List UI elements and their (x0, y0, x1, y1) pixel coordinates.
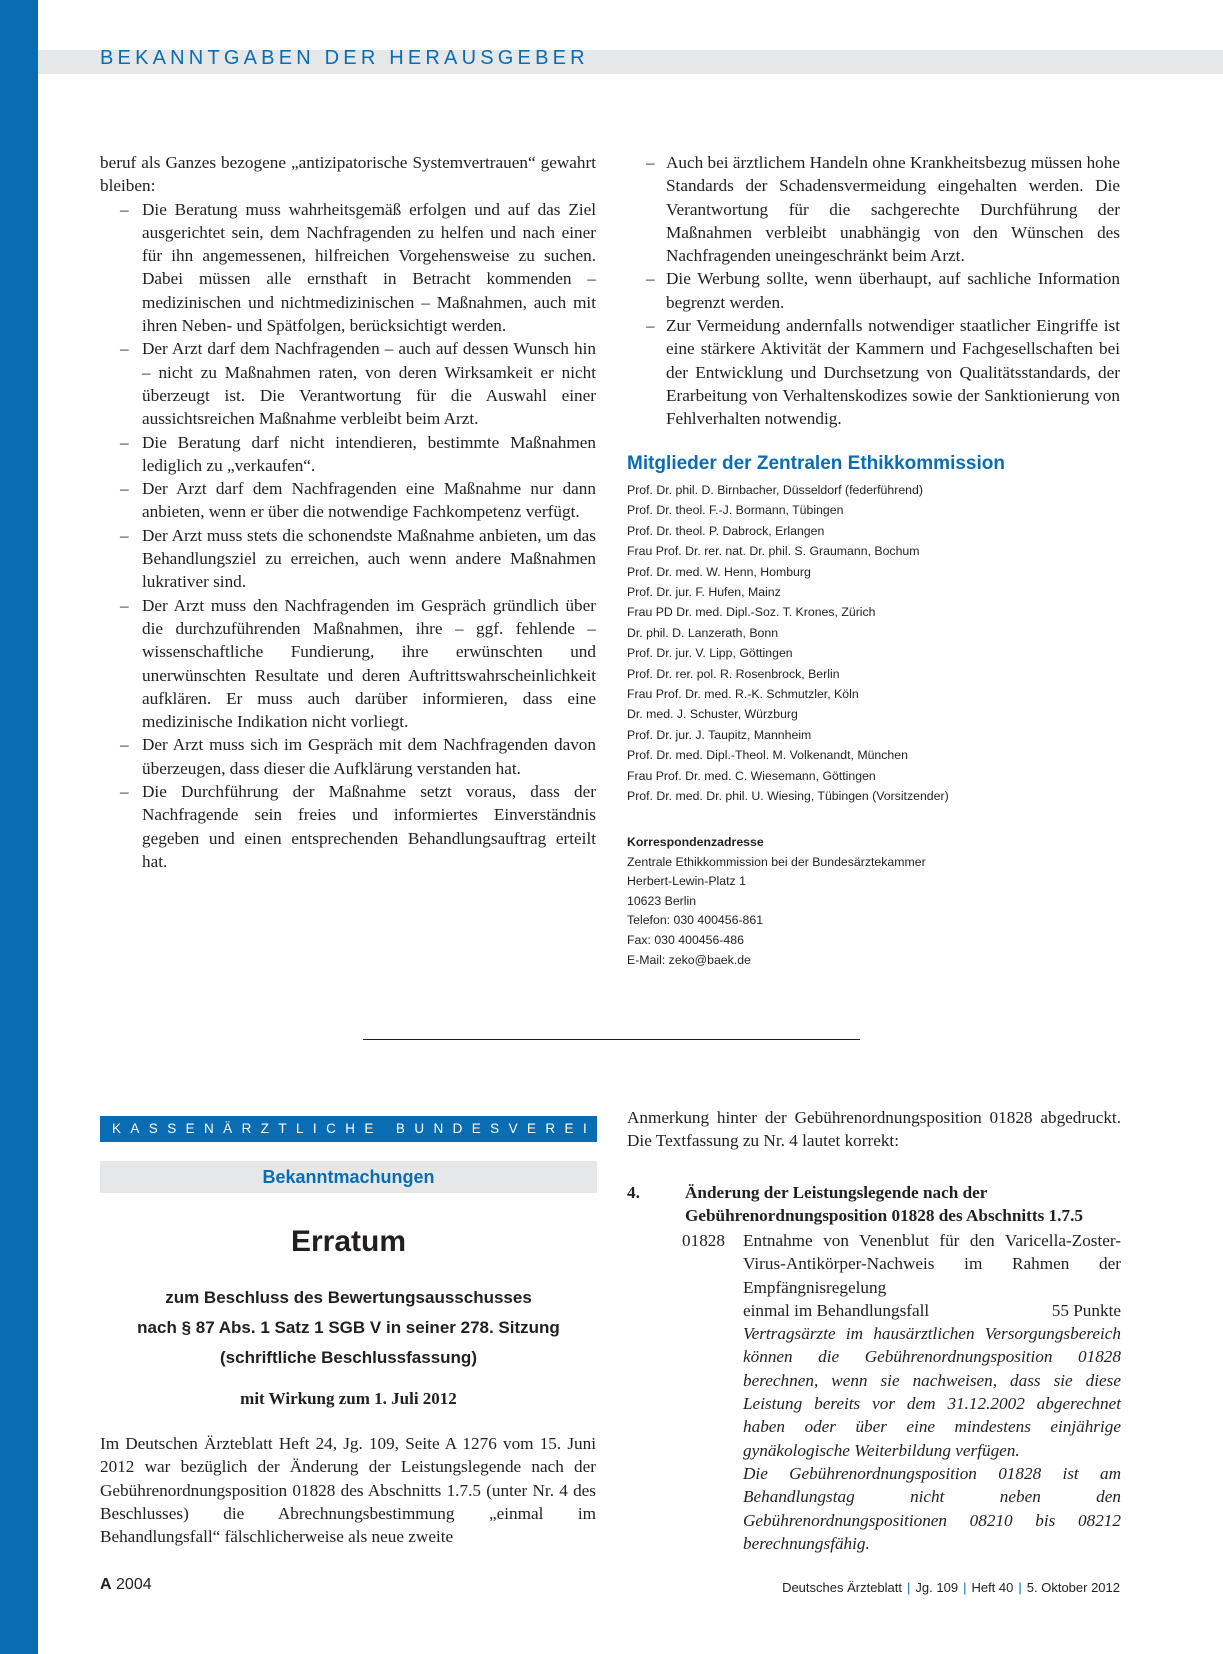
separator: | (963, 1580, 967, 1595)
contact-line: Telefon: 030 400456-861 (627, 913, 764, 928)
list-item: – Die Beratung darf nicht intendieren, bestimmte Maßnahmen lediglich zu „verkaufen“. (100, 431, 596, 478)
list-item: – Der Arzt darf dem Nachfragenden eine Maßnahme nur dann anbieten, wenn er über die notwendige Fachkompetenz verfügt. (100, 477, 596, 524)
contact-line: Herbert-Lewin-Platz 1 (627, 874, 746, 889)
contact-email: E-Mail: zeko@baek.de (627, 952, 751, 967)
separator: | (907, 1580, 911, 1595)
member-entry: Frau PD Dr. med. Dipl.-Soz. T. Krones, Zürich (627, 605, 876, 620)
effective-date: mit Wirkung zum 1. Juli 2012 (240, 1389, 457, 1408)
member-entry: Frau Prof. Dr. rer. nat. Dr. phil. S. Graumann, Bochum (627, 544, 920, 559)
member-entry: Prof. Dr. rer. pol. R. Rosenbrock, Berlin (627, 666, 840, 681)
separator: | (1018, 1580, 1022, 1595)
erratum-body (100, 1432, 596, 1548)
right-column-top (630, 151, 1120, 431)
list-item: – Die Werbung sollte, wenn überhaupt, auf sachliche Information begrenzt werden. (630, 267, 1120, 314)
member-entry: Prof. Dr. jur. J. Taupitz, Mannheim (627, 727, 812, 742)
list-item: – Der Arzt muss sich im Gespräch mit dem Nachfragenden davon überzeugen, dass dieser die Aufklärung verstanden hat. (100, 733, 596, 780)
left-column-top (100, 151, 596, 873)
kbv-section-bar: KASSENÄRZTLICHE BUNDESVEREINIGUNG (100, 1116, 597, 1142)
left-color-band (0, 0, 38, 1654)
list-item: – Die Beratung muss wahrheitsgemäß erfolgen und auf das Ziel ausgerichtet sein, dem Nachfragenden zu helfen und nach einer für ihn angemessenen, hilfreichen Vorgehensweise zu suchen. Dabei müssen alle ernsthaft in Betracht kommenden – medizinischen und nichtmedizinischen – Maßnahmen, auch mit ihren Neben- und Spätfolgen, berücksichtigt werden. (100, 198, 596, 338)
section-divider (363, 1039, 860, 1040)
change-item (627, 1181, 1121, 1228)
member-entry: Dr. phil. D. Lanzerath, Bonn (627, 625, 779, 640)
section-header: BEKANNTGABEN DER HERAUSGEBER (100, 47, 589, 69)
body-paragraph: Im Deutschen Ärzteblatt Heft 24, Jg. 109, Seite A 1276 vom 15. Juni 2012 war bezüglich der Änderung der Leistungslegende nach der Gebührenordnungsposition 01828 des Abschnitts 1.7.5 (unter Nr. 4 des Beschlusses) die Abrechnungsbestimmung „einmal im Behandlungsfall“ fälschlicherweise als neue zweite (100, 1434, 596, 1547)
member-entry: Dr. med. J. Schuster, Würzburg (627, 707, 798, 722)
list-item: – Zur Vermeidung andernfalls notwendiger staatlicher Eingriffe ist eine stärkere Aktivität der Kammern und Fachgesellschaften bei der Entwicklung und Durchsetzung von Qualitätsstandards, der Erarbeitung von Verhaltenskodizes sowie der Sanktionierung von Fehlverhalten notwendig. (630, 314, 1120, 430)
journal-volume: Jg. 109 (915, 1580, 959, 1595)
member-entry: Prof. Dr. theol. P. Dabrock, Erlangen (627, 523, 825, 538)
list-item: – Die Durchführung der Maßnahme setzt voraus, dass der Nachfragende sein freies und informiertes Einverständnis gegeben und einen entsprechenden Behandlungsauftrag erteilt hat. (100, 780, 596, 873)
body-paragraph: Anmerkung hinter der Gebührenordnungsposition 01828 abgedruckt. Die Textfassung zu Nr. 4 lautet korrekt: (627, 1108, 1121, 1151)
list-item: – Der Arzt muss stets die schonendste Maßnahme anbieten, um das Behandlungsziel zu erreichen, auch wenn andere Maßnahmen lukrativer sind. (100, 524, 596, 594)
list-item: – Der Arzt muss den Nachfragenden im Gespräch gründlich über die durchzuführenden Maßnahmen, ihre – ggf. fehlende – wissenschaftliche Fundierung, ihre erwünschten und unerwünschten Resultate und deren Auftrittswahrscheinlichkeit aufklären. Er muss auch darüber informieren, dass eine medizinische Indikation nicht vorliegt. (100, 594, 596, 734)
subtitle-line: zum Beschluss des Bewertungsausschusses (165, 1288, 532, 1307)
fee-points: 55 Punkte (1051, 1300, 1121, 1320)
member-entry: Prof. Dr. theol. F.-J. Bormann, Tübingen (627, 503, 844, 518)
change-number: 4. (627, 1183, 640, 1202)
page-number-value: 2004 (116, 1576, 152, 1593)
fee-position-code: 01828 (682, 1231, 725, 1250)
fee-position-description: Entnahme von Venenblut für den Varicella-Zoster-Virus-Antikörper-Nachweis im Rahmen der Empfängnisregelung (743, 1231, 1121, 1297)
subtitle-line: (schriftliche Beschlussfassung) (220, 1348, 477, 1367)
member-entry: Prof. Dr. med. Dipl.-Theol. M. Volkenandt, München (627, 748, 908, 763)
erratum-body-continued (627, 1106, 1121, 1153)
fee-position-block (627, 1229, 1121, 1555)
correspondence-address (627, 833, 926, 970)
page-number (100, 1576, 152, 1594)
member-entry: Frau Prof. Dr. med. C. Wiesemann, Göttingen (627, 768, 876, 783)
ethics-commission-heading: Mitglieder der Zentralen Ethikkommission (627, 453, 1005, 474)
list-item: – Der Arzt darf dem Nachfragenden – auch auf dessen Wunsch hin – nicht zu Maßnahmen raten, von deren Wirksamkeit er nicht überzeugt ist. Die Verantwortung für die Auswahl einer aussichtsreichen Maßnahme verbleibt beim Arzt. (100, 337, 596, 430)
contact-line: Fax: 030 400456-486 (627, 932, 744, 947)
members-list (627, 480, 949, 807)
list-item: – Auch bei ärztlichem Handeln ohne Krankheitsbezug müssen hohe Standards der Schadensvermeidung eingehalten werden. Die Verantwortung für die sachgerechte Durchführung der Maßnahmen verbleibt unabhängig von den Wünschen des Nachfragenden uneingeschränkt beim Arzt. (630, 151, 1120, 267)
journal-info (782, 1580, 1120, 1595)
journal-date: 5. Oktober 2012 (1026, 1580, 1120, 1595)
journal-name: Deutsches Ärzteblatt (782, 1580, 903, 1595)
member-entry: Prof. Dr. jur. F. Hufen, Mainz (627, 585, 781, 600)
member-entry: Prof. Dr. med. W. Henn, Homburg (627, 564, 811, 579)
contact-line: Zentrale Ethikkommission bei der Bundesärztekammer (627, 854, 926, 869)
subtitle-line: nach § 87 Abs. 1 Satz 1 SGB V in seiner 278. Sitzung (137, 1318, 560, 1337)
member-entry: Prof. Dr. jur. V. Lipp, Göttingen (627, 646, 793, 661)
member-entry: Prof. Dr. med. Dr. phil. U. Wiesing, Tübingen (Vorsitzender) (627, 789, 949, 804)
erratum-subtitle (100, 1283, 597, 1373)
announcements-bar: Bekanntmachungen (100, 1161, 597, 1193)
fee-frequency: einmal im Behandlungsfall (743, 1300, 930, 1320)
member-entry: Prof. Dr. phil. D. Birnbacher, Düsseldorf (federführend) (627, 483, 923, 497)
member-entry: Frau Prof. Dr. med. R.-K. Schmutzler, Köln (627, 687, 859, 702)
page-prefix: A (100, 1576, 112, 1593)
journal-issue: Heft 40 (971, 1580, 1014, 1595)
fee-note: Vertragsärzte im hausärztlichen Versorgungsbereich können die Gebührenordnungsposition 01828 berechnen, wenn sie nachweisen, dass sie diese Leistung bereits vor dem 31.12.2002 abgerechnet haben oder über eine mindestens einjährige gynäkologische Weiterbildung verfügen. (743, 1324, 1121, 1460)
erratum-title: Erratum (290, 1225, 407, 1258)
change-heading: Änderung der Leistungslegende nach der Gebührenordnungsposition 01828 des Abschnitts 1.7.5 (685, 1183, 1083, 1226)
fee-note: Die Gebührenordnungsposition 01828 ist am Behandlungstag nicht neben den Gebührenordnungspositionen 08210 bis 08212 berechnungsfähig. (743, 1463, 1121, 1553)
intro-paragraph: beruf als Ganzes bezogene „antizipatorische Systemvertrauen“ gewahrt bleiben: (100, 153, 596, 196)
contact-label: Korrespondenzadresse (627, 835, 764, 849)
contact-line: 10623 Berlin (627, 893, 697, 908)
